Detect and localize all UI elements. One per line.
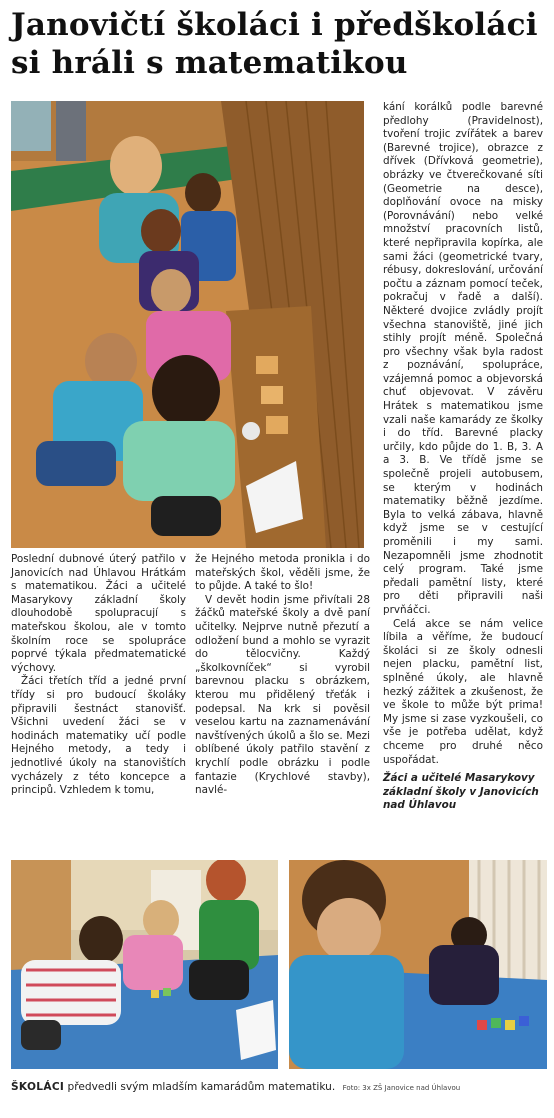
article-column-middle <box>195 553 370 798</box>
headline-line-1: Janovičtí školáci i předškoláci <box>11 7 538 43</box>
headline <box>11 6 547 82</box>
headline-line-2: si hráli s matematikou <box>11 45 408 81</box>
article-column-left <box>11 553 186 798</box>
bottom-left-photo <box>11 860 278 1069</box>
bottom-right-photo <box>289 860 547 1069</box>
caption-lead: ŠKOLÁCI <box>11 1081 65 1093</box>
middle-column-paragraph-1: že Hejného metoda pronikla i do mateřských škol, věděli jsme, že to půjde. A také to šlo! <box>195 553 370 593</box>
right-column-paragraph-1: kání korálků podle barevné předlohy (Pravidelnost), tvoření trojic zvířátek a barev (Barevné trojice), obrazce z dřívek (Dřívková geometrie), obrázky ve čtverečkované síti (Geometrie na desce), doplňování ovoce na misky (Porovnávání) nebo velké množství pracovních listů, které nepřipravila kopírka, ale sami žáci (geometrické tvary, rébusy, dokreslování, určování počtu a záznam pomocí teček, pokračuj v řadě a další). Některé dvojice zvládly projít všechna stanoviště, jiné jich stihly projít méně. Společná pro všechny však byla radost z poznávání, spolupráce, vzájemná pomoc a objevorská chuť objevovat. V závěru Hrátek s matematikou jsme vzali naše kamarády ze školky i do tříd. Barevné placky určily, kdo půjde do 1. B, 3. A a 3. B. Ve třídě jsme se společně projeli autobusem, se kterým v hodinách matematiky běžně jezdíme. Byla to velká zábava, hlavně když jsme se v cestující proměnili i my sami. Nezapomněli jsme zhodnotit celý program. Také jsme předali pamětní listy, které pro děti připravili naši prvňáčci. <box>383 101 543 616</box>
article-signature: Žáci a učitelé Masarykovy základní školy v Janovicích nad Úhlavou <box>383 772 539 811</box>
main-photo <box>11 101 364 548</box>
photo-caption <box>11 1080 547 1095</box>
left-column-paragraph-2: Žáci třetích tříd a jedné první třídy si pro budoucí školáky připravili šestnáct stanovišť. Všichni uvedení žáci se v hodinách matematiky učí podle Hejného metody, a tedy i jednotlivé úkoly na stanovištích vycházely z této koncepce a principů. Vzhledem k tomu, <box>11 675 186 797</box>
right-column-paragraph-2: Celá akce se nám velice líbila a věříme, že budoucí školáci si ze školy odnesli nejen placku, pamětní list, splněné úkoly, ale hlavně hezký zážitek a zkušenost, že ve škole to může být prima! My jsme si zase vyzkoušeli, co vše je potřeba udělat, když chceme pro druhé něco uspořádat. <box>383 617 543 766</box>
middle-column-paragraph-2: V devět hodin jsme přivítali 28 žáčků mateřské školy a dvě paní učitelky. Nejprve nutně přezutí a odložení bund a mohlo se vyrazit do tělocvičny. Každý „školkovníček“ si vyrobil barevnou placku s obrázkem, kterou mu přidělený třeťák i podepsal. Na krk si pověsil veselou kartu na zaznamenávání navštívených úkolů a šlo se. Mezi oblíbené úkoly patřilo stavění z krychlí podle obrázku i podle fantazie (Krychlové stavby), navlé- <box>195 593 370 797</box>
caption-text: předvedli svým mladším kamarádům matematiku. <box>67 1081 336 1093</box>
caption-credit: Foto: 3x ZŠ Janovice nad Úhlavou <box>342 1084 461 1092</box>
left-column-paragraph-1: Poslední dubnové úterý patřilo v Janovicích nad Úhlavou Hrátkám s matematikou. Žáci a učitelé Masarykovy základní školy dlouhodobě spolupracují s mateřskou školou, ale v tomto školním roce se spolupráce poprvé týkala předmatematické výchovy. <box>11 553 186 674</box>
article-column-right <box>383 101 543 767</box>
